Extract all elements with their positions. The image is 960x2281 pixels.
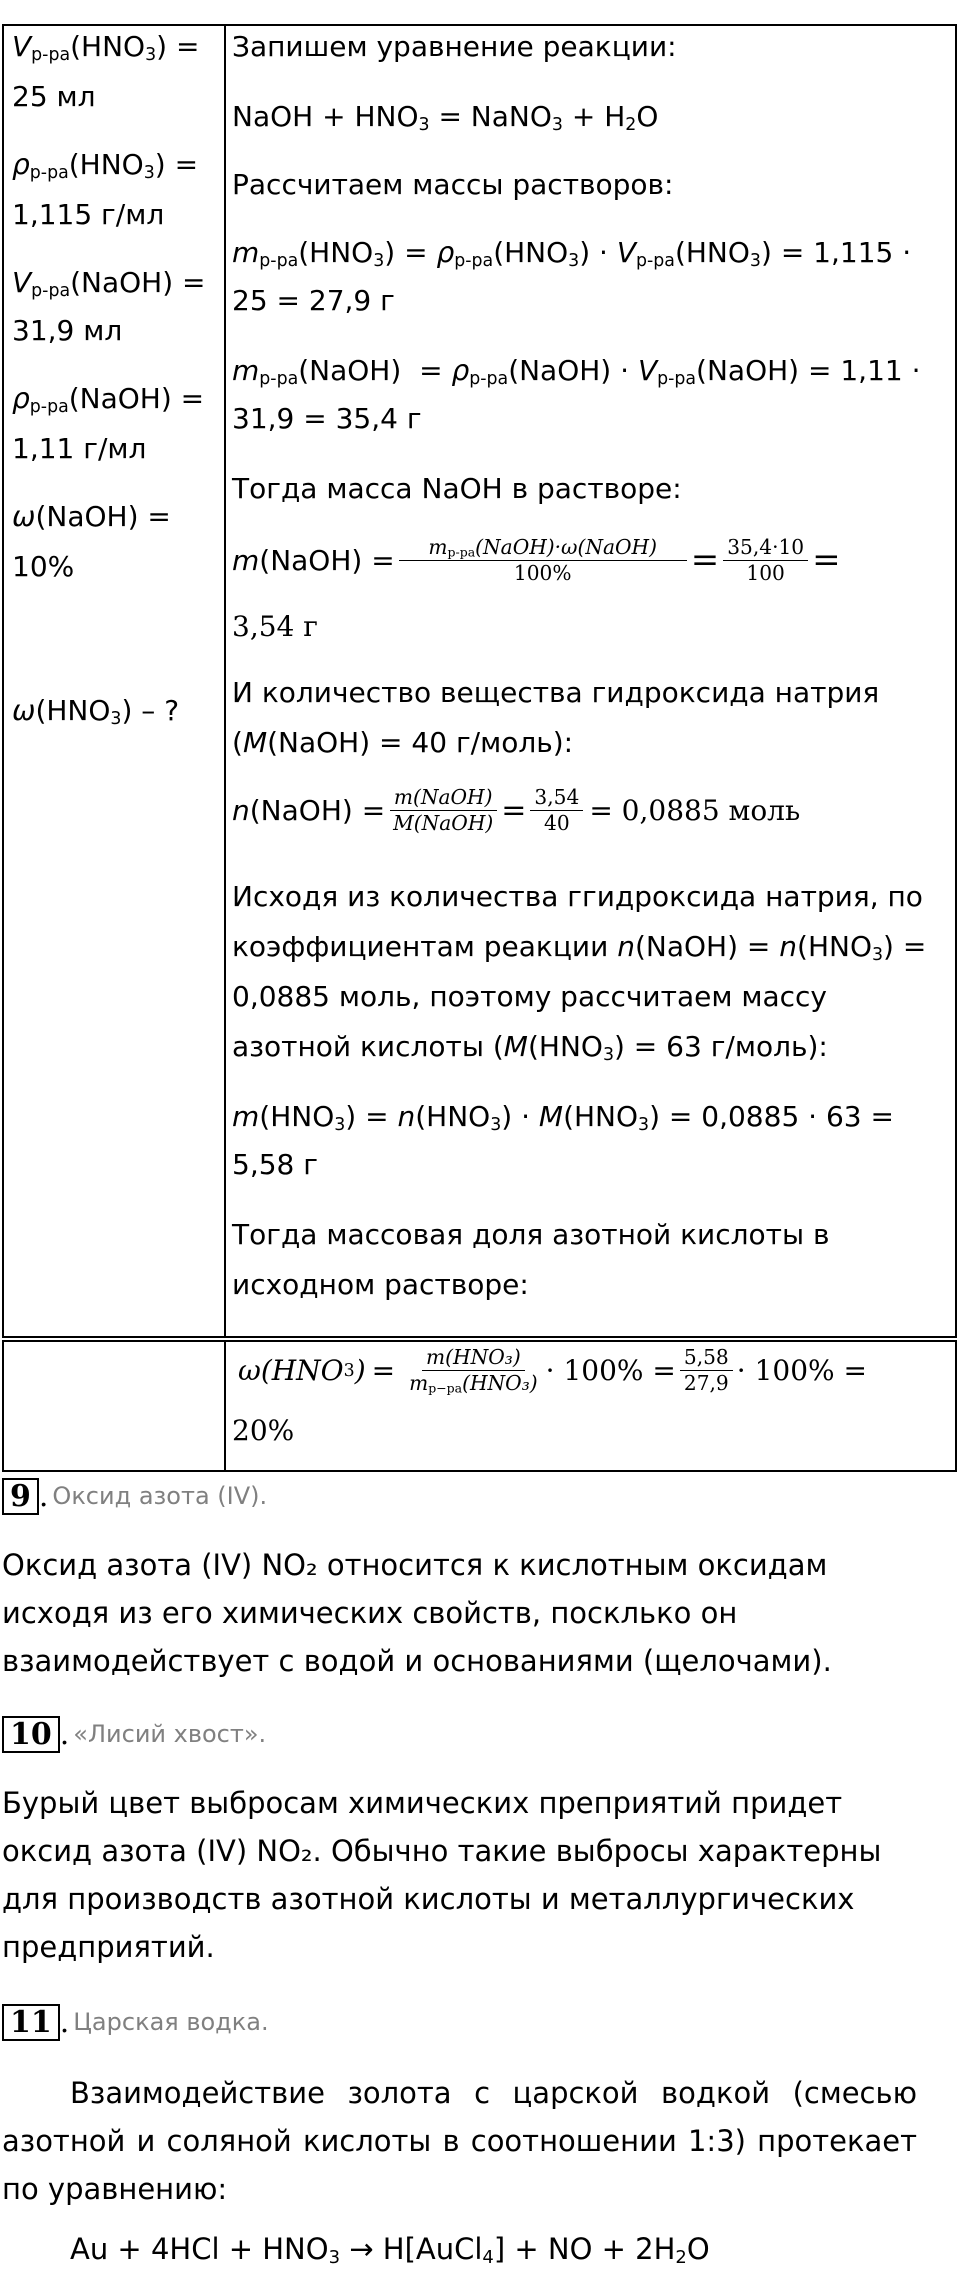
given-rho-hno3-value: 1,115 г/мл — [12, 198, 165, 231]
section-number-badge: 10 — [2, 1716, 60, 1753]
final-answer: 20% — [232, 1414, 295, 1447]
mass-naoh-fraction: m (NaOH) = $\frac{m_{р-ра}(NaOH)\cdot\omega(NaOH)}{100\%}$ = $\frac{35,4\cdot 10}{100}$ = — [232, 535, 841, 586]
step-stoich-line3: 0,0885 моль, поэтому рассчитаем массу — [232, 980, 827, 1013]
given-w-naoh: ω(NaOH) = — [12, 500, 171, 533]
given-v-hno3-value: 25 мл — [12, 80, 96, 113]
final-fraction-formula: ω(HNO 3 ) = $\frac{\text{m(HNO₃)}}{m_{р-ра}(HNO_3)}$ · 100% = $\frac{5,58}{27,9}$ · 100% = — [238, 1345, 867, 1396]
given-v-naoh-value: 31,9 мл — [12, 314, 123, 347]
mass-naoh-solution-formula: $m_{р-ра}(NaOH)$ = $\rho_{р-ра}(NaOH)$ · $V_{р-ра}(NaOH) = 1,11$ · — [232, 354, 921, 389]
section-title: «Лисий хвост». — [73, 1720, 267, 1749]
reaction-equation: NaOH + $HNO_3$ = NaNO$_3$ + $H_2O$ — [232, 100, 659, 135]
fraction-moles-values: $\frac{3,54}{40}$ — [530, 786, 583, 835]
step-fraction-line1: Тогда массовая доля азотной кислоты в — [232, 1218, 830, 1251]
section-number-badge: 9 — [2, 1478, 39, 1515]
mass-hno3-pure-formula: $m(HNO_3) = n(HNO_3) \cdot M(HNO_3) = 0,0885 \cdot 63$ = — [232, 1100, 894, 1135]
given-rho-naoh: $\rho_{р-ра}(NaOH)$ = — [12, 382, 205, 417]
section-11-header: 11 . Царская водка. — [2, 2004, 269, 2041]
table-divider — [224, 26, 226, 1336]
fraction-mass-share: $\frac{\text{m(HNO₃)}}{m_{р-ра}(HNO_3)}$ — [409, 1345, 538, 1396]
given-v-naoh: $V_{р-ра}(NaOH)$ = — [12, 266, 206, 301]
section-number-badge: 11 — [2, 2004, 60, 2041]
step-moles-intro: И количество вещества гидроксида натрия — [232, 676, 880, 709]
step-naoh-mass-intro: Тогда масса NaOH в растворе: — [232, 472, 682, 505]
fraction-naoh-mass: $\frac{m_{р-ра}(NaOH)\cdot\omega(NaOH)}{100\%}$ — [399, 536, 687, 585]
section-10-text: Бурый цвет выбросам химических преприятий придет оксид азота (IV) NO₂. Обычно такие выбросы характерны для производств азотной кислоты и металлургических предприятий. — [2, 1786, 882, 1964]
given-rho-naoh-value: 1,11 г/мл — [12, 432, 147, 465]
section-10-header: 10 . «Лисий хвост». — [2, 1716, 266, 1753]
gold-reaction-equation: $Au + 4HCl + HNO_3$ → H[AuCl$_4$] + NO + $2H_2O$ — [70, 2232, 710, 2268]
mass-naoh-solution-result: 31,9 = 35,4 г — [232, 402, 422, 435]
section-11-text: Взаимодействие золота с царской водкой (смесью азотной и соляной кислоты в соотношении 1:3) протекает по уравнению: — [2, 2076, 917, 2206]
mass-hno3-formula: $m_{р-ра}(HNO_3) = \rho_{р-ра}(HNO_3) \cdot V_{р-ра}(HNO_3) = 1,115$ · — [232, 236, 912, 271]
mass-hno3-result: 25 = 27,9 г — [232, 284, 395, 317]
given-v-hno3: $V_{р-ра}(HNO_3)$ = — [12, 30, 200, 65]
given-rho-hno3: $\rho_{р-ра}(HNO_3)$ = — [12, 148, 199, 183]
step-equation-intro: Запишем уравнение реакции: — [232, 30, 677, 63]
given-w-naoh-value: 10% — [12, 550, 75, 583]
step-stoich-line4: азотной кислоты ($M(HNO_3) = 63$ г/моль): — [232, 1030, 828, 1065]
fraction-moles: $\frac{\text{m(NaOH)}}{\text{M(NaOH)}}$ — [389, 786, 497, 835]
table-divider-2 — [224, 1342, 226, 1470]
given-find: $\omega(HNO_3)$ – ? — [12, 694, 180, 729]
section-9-text: Оксид азота (IV) NO₂ относится к кислотным оксидам исходя из его химических свойств, посклько он взаимодействует с водой и основаниями (щелочами). — [2, 1548, 832, 1678]
moles-naoh-formula: n (NaOH) = $\frac{\text{m(NaOH)}}{\text{M(NaOH)}}$ = $\frac{3,54}{40}$ = 0,0885 моль — [232, 785, 801, 836]
section-title: Царская водка. — [73, 2008, 269, 2037]
step-stoich-line2: коэффициентам реакции n(NaOH) = $n(HNO_3)$ = — [232, 930, 927, 965]
mass-naoh-result: 3,54 г — [232, 610, 318, 643]
step-masses-intro: Рассчитаем массы растворов: — [232, 168, 674, 201]
section-9-header: 9 . Оксид азота (IV). — [2, 1478, 267, 1515]
mass-hno3-pure-result: 5,58 г — [232, 1148, 318, 1181]
step-fraction-line2: исходном растворе: — [232, 1268, 529, 1301]
step-stoich-line1: Исходя из количества ггидроксида натрия, по — [232, 880, 923, 913]
section-title: Оксид азота (IV). — [52, 1482, 268, 1511]
molar-mass-naoh: (M(NaOH) = 40 г/моль): — [232, 726, 574, 759]
fraction-mass-share-values: $\frac{5,58}{27,9}$ — [680, 1346, 733, 1395]
fraction-naoh-values: $\frac{35,4\cdot 10}{100}$ — [723, 536, 808, 585]
